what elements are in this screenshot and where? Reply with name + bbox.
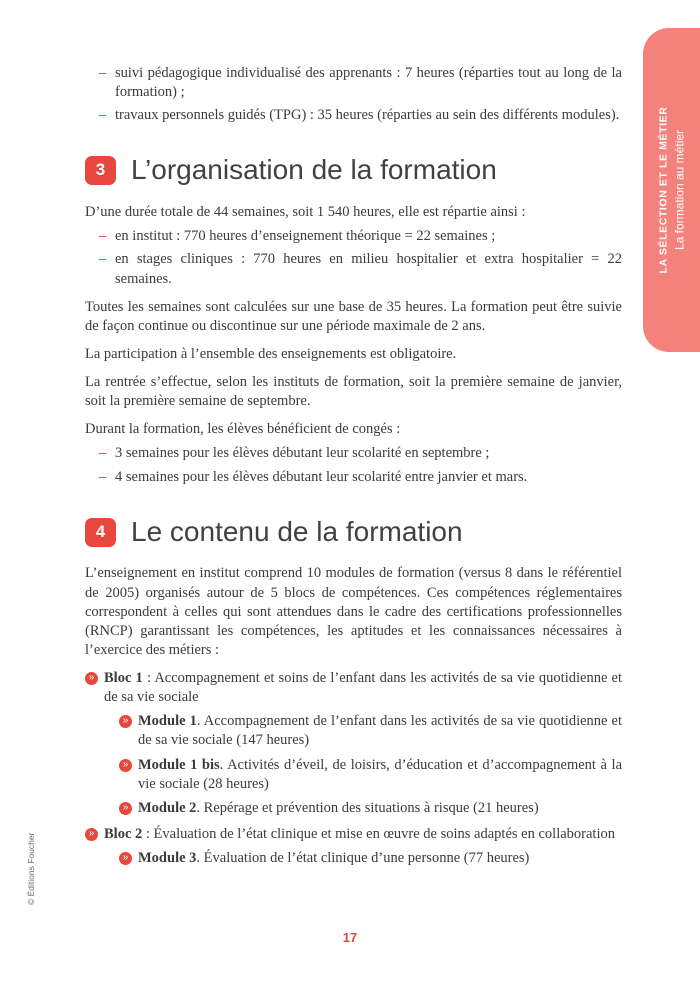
dash-bullet: –	[99, 445, 107, 462]
paragraph: L’enseignement en institut comprend 10 modules de formation (versus 8 dans le référentiel de 2005) organisés autour de 5 blocs de compétences. Ces compétences réglementaires correspondent à celles qui sont attendues dans le cadre des certifications professionnelles (RNCP) garantissant les compétences, les aptitudes et les connaissances nécessaires à l’exercice des métiers :	[85, 565, 622, 658]
list-item	[85, 227, 622, 246]
paragraph: Durant la formation, les élèves bénéficient de congés :	[85, 421, 401, 438]
section-heading-3	[85, 155, 622, 186]
module-label: Module 2	[138, 799, 197, 816]
section-title: L’organisation de la formation	[131, 154, 497, 186]
chapter-side-tab-text	[657, 107, 686, 274]
module-list-item	[119, 799, 622, 818]
bloc-list-item	[85, 669, 622, 707]
module-description: . Évaluation de l’état clinique d’une personne (77 heures)	[196, 850, 530, 867]
module-description: . Activités d’éveil, de loisirs, d’éducation et d’accompagnement à la vie sociale (28 heures)	[138, 756, 623, 792]
dash-bullet: –	[99, 251, 107, 268]
module-text	[138, 800, 539, 816]
dash-bullet: –	[99, 107, 107, 124]
chevron-circle-icon: »	[85, 672, 98, 685]
dash-bullet: –	[99, 65, 107, 81]
module-text	[138, 850, 529, 866]
list-item-text: 4 semaines pour les élèves débutant leur scolarité entre janvier et mars.	[115, 468, 528, 485]
module-text	[138, 757, 622, 792]
module-list-item	[119, 849, 622, 868]
section-number-badge: 3	[85, 156, 116, 185]
bloc-text	[104, 670, 622, 705]
chapter-side-tab	[643, 28, 700, 352]
dash-bullet: –	[99, 468, 107, 485]
page-number: 17	[342, 930, 358, 945]
chevron-circle-icon: »	[85, 828, 98, 841]
bloc-label: Bloc 2	[104, 825, 143, 842]
list-item	[85, 106, 622, 125]
list-item	[85, 64, 622, 102]
list-item-text: 3 semaines pour les élèves débutant leur scolarité en septembre ;	[115, 445, 490, 462]
module-text	[138, 713, 622, 748]
paragraph: Toutes les semaines sont calculées sur une base de 35 heures. La formation peut être suivie de façon continue ou discontinue sur une période maximale de 2 ans.	[85, 298, 622, 334]
paragraph: La rentrée s’effectue, selon les instituts de formation, soit la première semaine de janvier, soit la première semaine de septembre.	[85, 374, 622, 410]
paragraph: La participation à l’ensemble des enseignements est obligatoire.	[85, 345, 457, 362]
section-number-badge: 4	[85, 518, 116, 547]
list-item-text: en stages cliniques : 770 heures en milieu hospitalier et extra hospitalier = 22 semaines.	[115, 251, 622, 287]
list-item-text: en institut : 770 heures d’enseignement théorique = 22 semaines ;	[115, 228, 496, 245]
section-title: Le contenu de la formation	[131, 515, 463, 547]
chevron-circle-icon: »	[119, 802, 132, 815]
chevron-circle-icon: »	[119, 852, 132, 865]
main-content	[85, 64, 622, 873]
list-item	[85, 444, 622, 463]
chevron-circle-icon: »	[119, 715, 132, 728]
module-list-item	[119, 756, 622, 794]
list-item-text: travaux personnels guidés (TPG) : 35 heures (réparties au sein des différents modules).	[115, 107, 620, 124]
chevron-circle-icon: »	[119, 759, 132, 772]
list-item-text: suivi pédagogique individualisé des apprenants : 7 heures (réparties tout au long de la formation) ;	[115, 65, 622, 101]
list-item	[85, 250, 622, 288]
chapter-part-title: LA SÉLECTION ET LE MÉTIER	[657, 106, 669, 274]
module-list-item	[119, 712, 622, 750]
chapter-section-title: La formation au métier	[672, 129, 686, 251]
bloc-description: : Évaluation de l’état clinique et mise en œuvre de soins adaptés en collaboration	[142, 825, 615, 842]
module-label: Module 1	[138, 713, 197, 730]
list-item	[85, 468, 622, 487]
bloc-label: Bloc 1	[104, 670, 143, 687]
bloc-text	[104, 826, 615, 842]
module-description: . Repérage et prévention des situations à risque (21 heures)	[196, 799, 539, 816]
section-heading-4	[85, 517, 622, 548]
module-label: Module 3	[138, 850, 197, 867]
module-description: . Accompagnement de l’enfant dans les activités de sa vie quotidienne et de sa vie sociale (147 heures)	[138, 713, 623, 749]
module-label: Module 1 bis	[138, 756, 220, 773]
paragraph: D’une durée totale de 44 semaines, soit 1 540 heures, elle est répartie ainsi :	[85, 204, 526, 221]
copyright-notice: © Éditions Foucher	[26, 832, 36, 905]
dash-bullet: –	[99, 228, 107, 245]
bloc-list-item	[85, 825, 622, 844]
bloc-description: : Accompagnement et soins de l’enfant dans les activités de sa vie quotidienne et de sa vie sociale	[104, 670, 623, 706]
